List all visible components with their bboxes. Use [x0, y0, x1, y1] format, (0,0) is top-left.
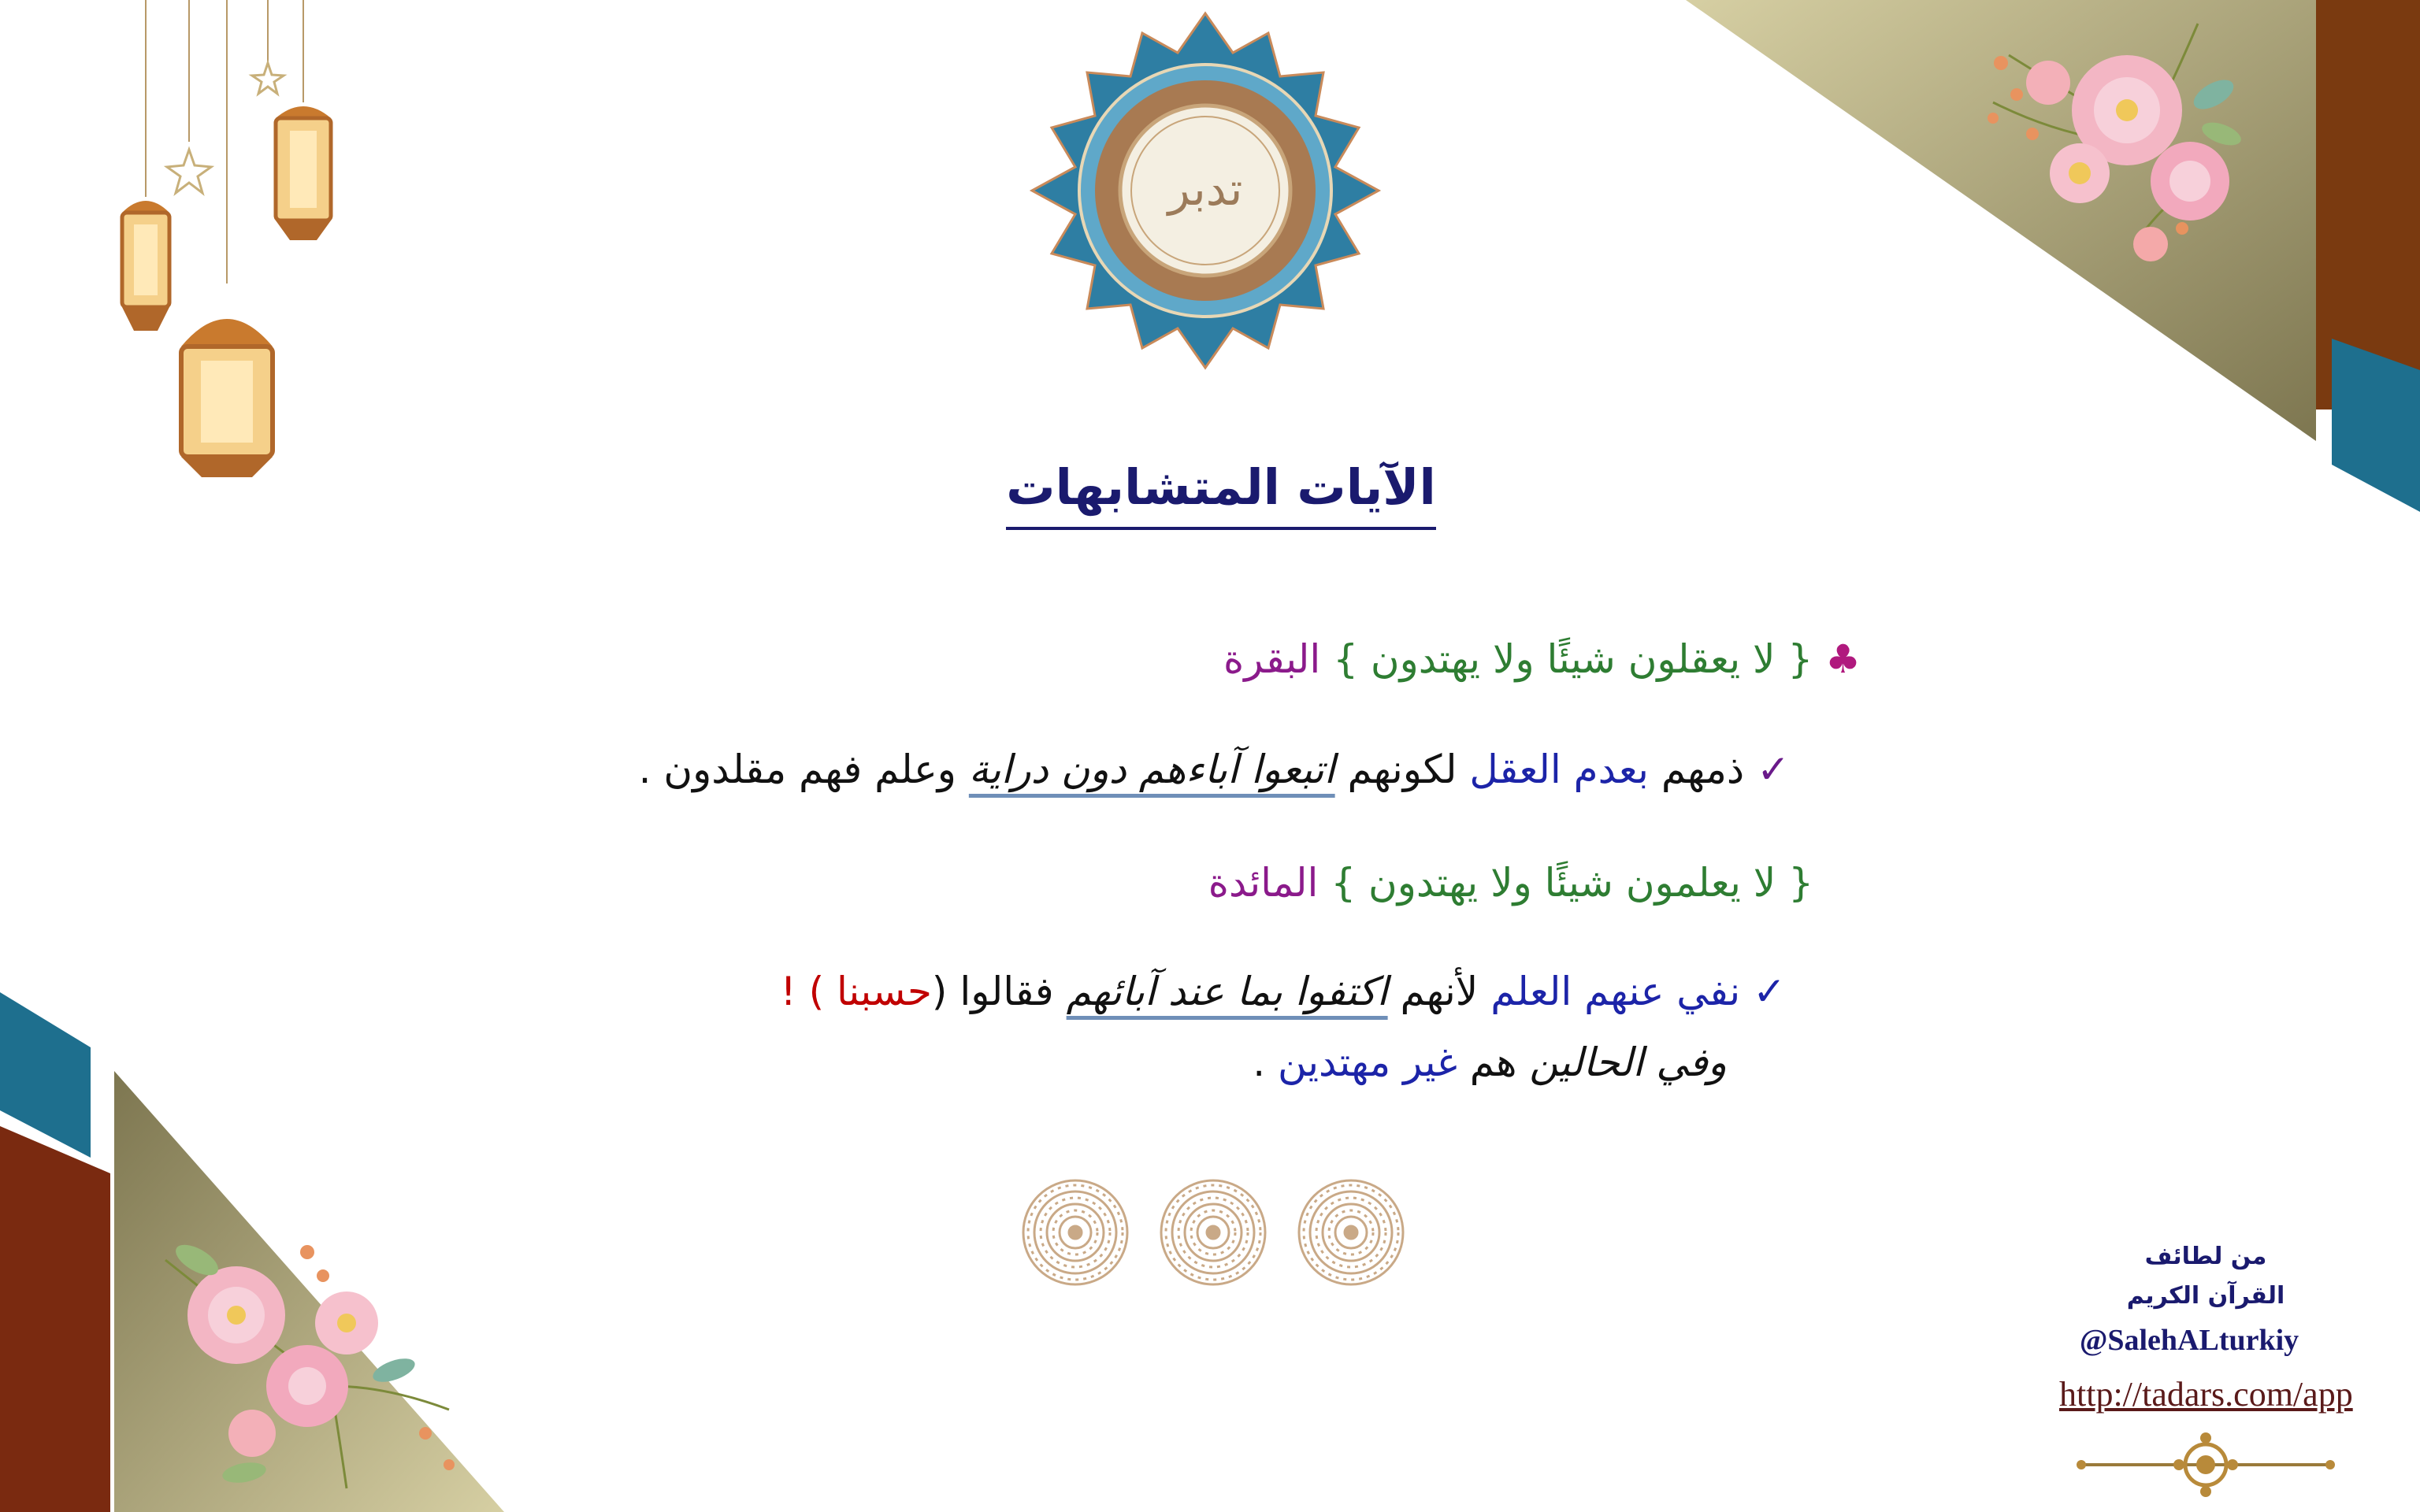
lantern-decoration-icon: [102, 0, 354, 488]
checkmark-icon: ✓: [1753, 969, 1786, 1014]
verse-1: [1223, 636, 1861, 682]
note-1-part: لكونهم: [1347, 747, 1457, 792]
flower-bouquet-icon: [150, 1228, 481, 1496]
note-2-underlined: اكتفوا بما عند آبائهم: [1066, 969, 1388, 1014]
note-1-underlined: اتبعوا آباءهم دون دراية: [968, 747, 1335, 792]
note-2: [781, 969, 1786, 1014]
verse-1-text: { لا يعقلون شيئًا ولا يهتدون }: [1333, 636, 1813, 682]
checkmark-icon: ✓: [1757, 747, 1790, 792]
note-2-highlight: غير مهتدين: [1278, 1040, 1457, 1085]
page-title: الآيات المتشابهات: [1000, 458, 1442, 516]
footer-line-2: القرآن الكريم: [2126, 1282, 2285, 1310]
note-1-part: ذمهم: [1661, 747, 1745, 792]
quran-medallion-logo: [1024, 9, 1386, 372]
note-1-part: وعلم فهم مقلدون .: [638, 747, 956, 792]
note-2-part: وفي الحالين: [1529, 1040, 1727, 1085]
note-2-highlight: نفي عنهم العلم: [1490, 969, 1741, 1014]
note-1-highlight: بعدم العقل: [1469, 747, 1649, 792]
svg-text:تدبر: تدبر: [1167, 162, 1243, 216]
note-2-continued: [1253, 1040, 1727, 1085]
verse-2-text: { لا يعلمون شيئًا ولا يهتدون }: [1331, 860, 1813, 906]
note-2-part: هم: [1469, 1040, 1517, 1085]
note-2-part: .: [1253, 1040, 1266, 1085]
club-bullet-icon: ♣: [1825, 636, 1861, 682]
note-2-part: فقالوا (: [931, 969, 1054, 1014]
flower-bouquet-icon: [1962, 8, 2261, 276]
footer-line-1: من لطائف: [2144, 1243, 2267, 1270]
note-2-part: ) !: [780, 969, 825, 1014]
verse-1-surah: البقرة: [1223, 636, 1321, 682]
footer-ornament-divider-icon: [2072, 1433, 2340, 1496]
note-2-part: لأنهم: [1400, 969, 1479, 1014]
footer-url-link[interactable]: http://tadars.com/app: [2059, 1375, 2353, 1414]
note-1: [639, 747, 1790, 792]
note-2-quote: حسبنا: [836, 969, 932, 1014]
verse-2-surah: المائدة: [1208, 860, 1319, 906]
rosette-ornament-icon: [1016, 1173, 1418, 1292]
footer-handle: @SalehALturkiy: [2080, 1324, 2299, 1357]
verse-2: [1208, 860, 1813, 906]
